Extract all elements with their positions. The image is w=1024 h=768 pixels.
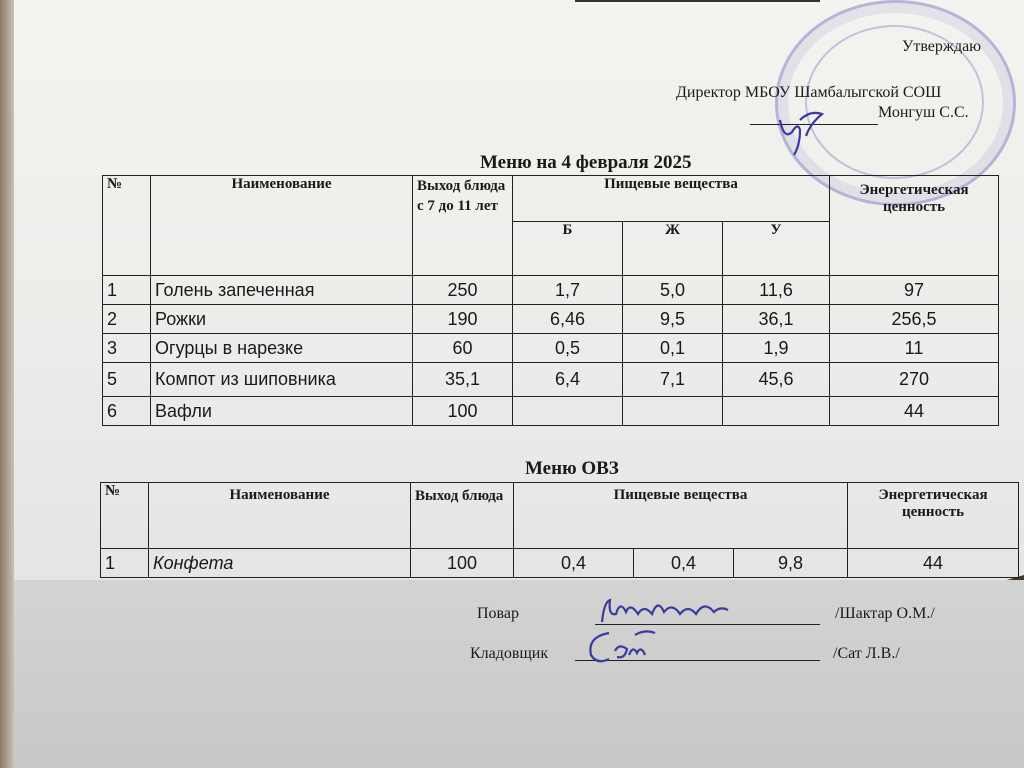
row-fat: 0,4 (634, 549, 734, 578)
ovz-header-num: № (101, 483, 149, 549)
row-carbs: 1,9 (723, 334, 830, 363)
row-output: 190 (413, 305, 513, 334)
row-num: 1 (103, 276, 151, 305)
ovz-menu-title: Меню ОВЗ (525, 458, 619, 479)
row-name: Компот из шиповника (151, 363, 413, 397)
table-row (101, 549, 1019, 578)
row-carbs: 9,8 (734, 549, 848, 578)
row-output: 60 (413, 334, 513, 363)
row-num: 3 (103, 334, 151, 363)
row-carbs: 45,6 (723, 363, 830, 397)
approval-role: Директор МБОУ Шамбалыгской СОШ (676, 84, 942, 101)
row-name: Конфета (149, 549, 411, 578)
approval-name: Монгуш С.С. (878, 104, 969, 121)
row-energy: 44 (830, 397, 999, 426)
cook-label: Повар (477, 605, 519, 622)
table-row (103, 305, 999, 334)
storekeeper-signature (585, 625, 660, 670)
row-carbs: 36,1 (723, 305, 830, 334)
approval-title: Утверждаю (902, 38, 982, 55)
row-energy: 97 (830, 276, 999, 305)
row-output: 100 (413, 397, 513, 426)
table-row (103, 276, 999, 305)
ovz-header-energy: Энергетическая ценность (848, 483, 1019, 549)
row-protein (513, 397, 623, 426)
header-nutrients: Пищевые вещества (513, 176, 830, 222)
row-fat: 9,5 (623, 305, 723, 334)
director-signature (770, 100, 830, 160)
row-name: Голень запеченная (151, 276, 413, 305)
ovz-header-name: Наименование (149, 483, 411, 549)
row-output: 35,1 (413, 363, 513, 397)
row-energy: 270 (830, 363, 999, 397)
row-energy: 11 (830, 334, 999, 363)
row-fat: 5,0 (623, 276, 723, 305)
row-protein: 0,5 (513, 334, 623, 363)
row-protein: 1,7 (513, 276, 623, 305)
header-output: Выход блюда с 7 до 11 лет (413, 176, 513, 276)
page-left-edge (0, 0, 14, 768)
table-row (103, 334, 999, 363)
ovz-header-nutrients: Пищевые вещества (514, 483, 848, 549)
top-rule (575, 0, 820, 2)
row-name: Рожки (151, 305, 413, 334)
storekeeper-name: /Сат Л.В./ (833, 645, 900, 662)
header-name: Наименование (151, 176, 413, 276)
header-energy: Энергетическая ценность (830, 176, 999, 276)
row-num: 2 (103, 305, 151, 334)
row-num: 6 (103, 397, 151, 426)
header-carbs: У (723, 222, 830, 276)
row-protein: 6,46 (513, 305, 623, 334)
row-num: 1 (101, 549, 149, 578)
row-fat: 0,1 (623, 334, 723, 363)
header-num: № (103, 176, 151, 276)
storekeeper-label: Кладовщик (470, 645, 549, 662)
row-num: 5 (103, 363, 151, 397)
row-fat: 7,1 (623, 363, 723, 397)
row-output: 100 (411, 549, 514, 578)
row-name: Огурцы в нарезке (151, 334, 413, 363)
row-energy: 44 (848, 549, 1019, 578)
ovz-menu-table (100, 482, 1019, 578)
row-protein: 6,4 (513, 363, 623, 397)
cook-name: /Шактар О.М./ (835, 605, 935, 622)
row-protein: 0,4 (514, 549, 634, 578)
ovz-header-output: Выход блюда (411, 483, 514, 549)
row-carbs: 11,6 (723, 276, 830, 305)
row-energy: 256,5 (830, 305, 999, 334)
menu-title: Меню на 4 февраля 2025 (480, 152, 692, 173)
table-row (103, 363, 999, 397)
table-row (103, 397, 999, 426)
menu-table (102, 175, 999, 426)
header-fat: Ж (623, 222, 723, 276)
row-name: Вафли (151, 397, 413, 426)
header-protein: Б (513, 222, 623, 276)
row-output: 250 (413, 276, 513, 305)
row-carbs (723, 397, 830, 426)
row-fat (623, 397, 723, 426)
